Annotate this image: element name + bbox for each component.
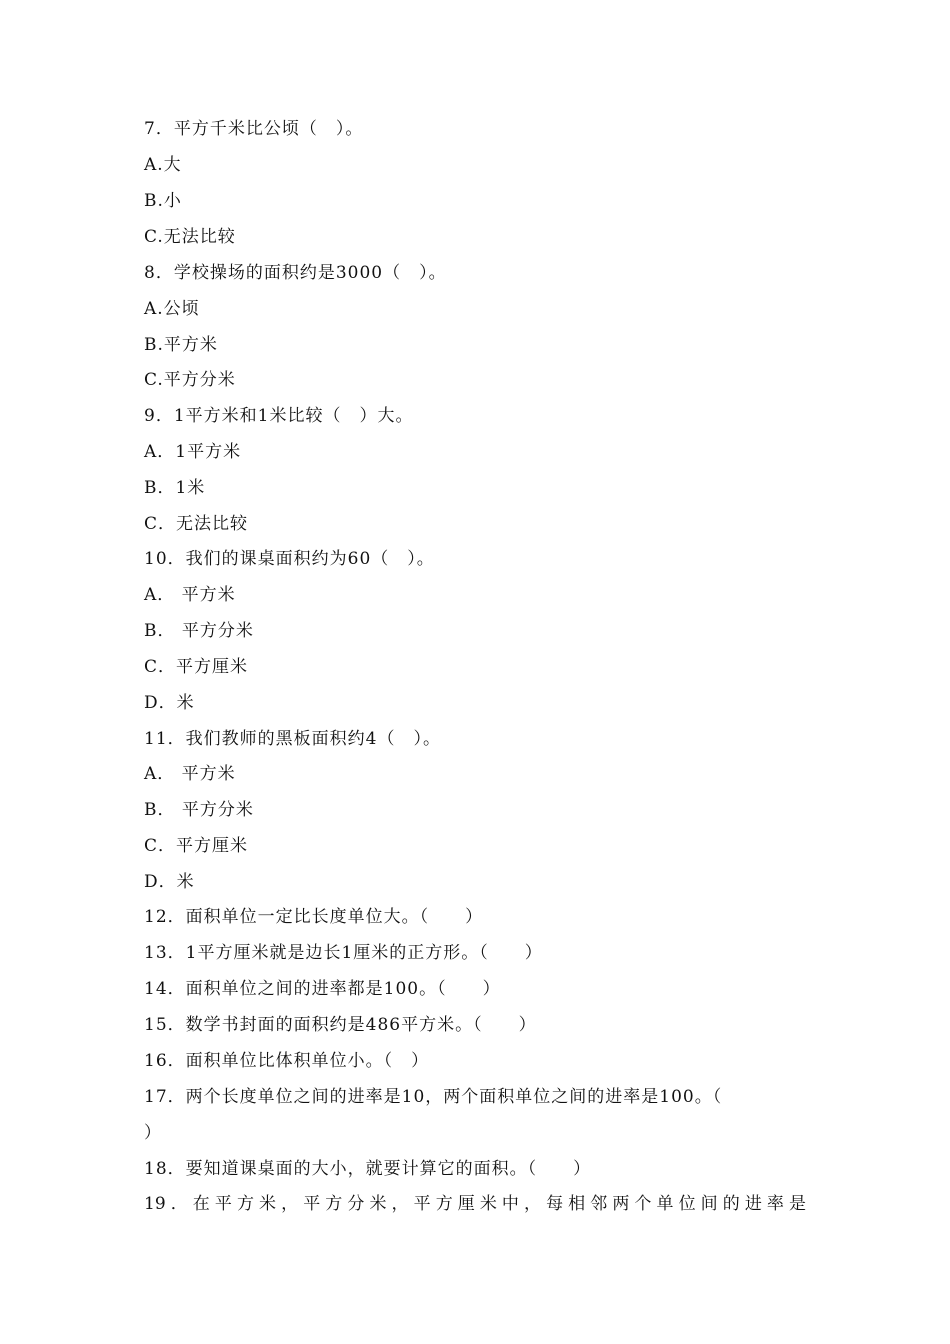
question-15: 15．数学书封面的面积约是486平方米。（ ） (144, 1015, 537, 1035)
q8-option-b: B.平方米 (144, 335, 218, 355)
q7-option-b: B.小 (144, 191, 182, 211)
q10-option-b: B． 平方分米 (144, 621, 254, 641)
question-13: 13．1平方厘米就是边长1厘米的正方形。（ ） (144, 943, 543, 963)
q11-option-c: C．平方厘米 (144, 836, 249, 856)
q10-option-c: C．平方厘米 (144, 657, 249, 677)
question-17: 17．两个长度单位之间的进率是10，两个面积单位之间的进率是100。（ (144, 1087, 723, 1107)
q7-option-c: C.无法比较 (144, 227, 236, 247)
q9-option-c: C．无法比较 (144, 514, 249, 534)
question-18: 18．要知道课桌面的大小，就要计算它的面积。（ ） (144, 1159, 592, 1179)
question-14: 14．面积单位之间的进率都是100。（ ） (144, 979, 501, 999)
q9-option-a: A．1平方米 (144, 442, 242, 462)
q11-option-a: A． 平方米 (144, 764, 236, 784)
q8-option-c: C.平方分米 (144, 370, 236, 390)
q10-option-d: D．米 (144, 693, 195, 713)
q10-option-a: A． 平方米 (144, 585, 236, 605)
q7-option-a: A.大 (144, 155, 182, 175)
q11-option-b: B． 平方分米 (144, 800, 254, 820)
question-16: 16．面积单位比体积单位小。（ ） (144, 1051, 430, 1071)
question-11: 11．我们教师的黑板面积约4（ ）。 (144, 729, 441, 749)
question-9: 9．1平方米和1米比较（ ）大。 (144, 406, 414, 426)
q11-option-d: D．米 (144, 872, 195, 892)
question-7: 7．平方千米比公顷（ ）。 (144, 119, 364, 139)
question-17-continued: ） (144, 1123, 162, 1143)
question-12: 12．面积单位一定比长度单位大。（ ） (144, 907, 484, 927)
question-10: 10．我们的课桌面积约为60（ ）。 (144, 549, 435, 569)
question-8: 8．学校操场的面积约是3000（ ）。 (144, 263, 447, 283)
question-19: 19．在平方米，平方分米，平方厘米中，每相邻两个单位间的进率是 (144, 1194, 806, 1214)
q8-option-a: A.公顷 (144, 299, 200, 319)
q9-option-b: B．1米 (144, 478, 206, 498)
